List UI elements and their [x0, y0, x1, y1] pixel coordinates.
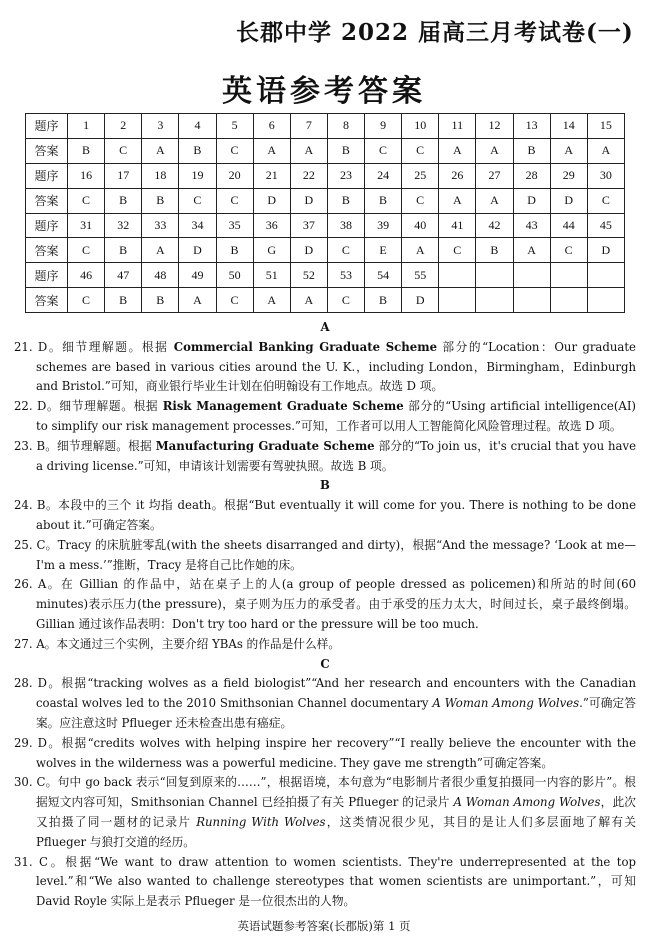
answer-cell: C — [68, 288, 105, 313]
question-number-cell: 35 — [216, 213, 253, 238]
bold-term: Commercial Banking Graduate Scheme — [173, 339, 437, 354]
explanation-item — [14, 437, 636, 477]
question-number-cell: 55 — [402, 263, 439, 288]
question-number-cell: 25 — [402, 163, 439, 188]
question-number-cell: 54 — [365, 263, 402, 288]
answer-cell: B — [216, 238, 253, 263]
row-label-number: 题序 — [26, 263, 68, 288]
answer-cell: B — [142, 288, 179, 313]
page-footer: 英语试题参考答案(长郡版)第 1 页 — [237, 919, 411, 933]
question-number-cell: 19 — [179, 163, 216, 188]
question-number-cell: 39 — [365, 213, 402, 238]
answer-cell: A — [587, 138, 624, 163]
answer-cell: C — [402, 188, 439, 213]
question-number-cell: 38 — [327, 213, 364, 238]
answer-cell: A — [476, 188, 513, 213]
answer-row — [26, 138, 625, 163]
question-number-cell: 4 — [179, 114, 216, 139]
question-number-cell: 6 — [253, 114, 290, 139]
question-number-cell: 50 — [216, 263, 253, 288]
row-label-answer: 答案 — [26, 138, 68, 163]
answer-cell: C — [439, 238, 476, 263]
question-number-cell: 21 — [253, 163, 290, 188]
answer-cell — [550, 288, 587, 313]
italic-title: Running With Wolves — [196, 814, 326, 829]
answer-row — [26, 288, 625, 313]
question-number-cell: 48 — [142, 263, 179, 288]
question-number-cell: 42 — [476, 213, 513, 238]
answer-cell: A — [179, 288, 216, 313]
answer-cell: C — [68, 238, 105, 263]
question-number-cell: 8 — [327, 114, 364, 139]
answer-cell: A — [253, 288, 290, 313]
answer-cell: D — [550, 188, 587, 213]
question-number-cell: 9 — [365, 114, 402, 139]
italic-title: A Woman Among Wolves — [432, 696, 580, 711]
question-number-cell: 28 — [513, 163, 550, 188]
question-number-cell: 45 — [587, 213, 624, 238]
explanation-item — [14, 674, 636, 733]
explanation-text: 26. A。在 Gillian 的作品中，站在桌子上的人(a group of people dressed as policemen)和所站的时间(60 minutes)表示压力(the pressure)，桌子则为压力的承受者。由于承受的压力太大，时间过长，桌子最终倒塌。Gillian 通过该作品表明：Don't try too hard or the pressure will be too much. — [14, 577, 636, 631]
answer-cell: B — [105, 238, 142, 263]
answer-cell: C — [179, 188, 216, 213]
page-title: 英语参考答案 — [222, 74, 426, 109]
answer-cell: A — [253, 138, 290, 163]
explanation-text: 31. C。根据“We want to draw attention to women scientists. They're underrepresented at the top level.”和“We also wanted to challenge stereotypes that women scientists are unimportant.”，可知 David Royle 实际上是表示 Pflueger 是一位很杰出的人物。 — [14, 854, 636, 909]
answer-row — [26, 238, 625, 263]
answer-cell: A — [476, 138, 513, 163]
answer-cell: B — [365, 288, 402, 313]
answer-cell: C — [68, 188, 105, 213]
question-number-cell: 1 — [68, 114, 105, 139]
question-number-cell — [550, 263, 587, 288]
question-number-cell: 31 — [68, 213, 105, 238]
section-letter: A — [320, 320, 330, 334]
explanation-item — [14, 734, 636, 774]
answer-cell: B — [179, 138, 216, 163]
explanation-text: 28. D。根据“tracking wolves as a field biologist”“And her research and encounters with the Canadian coastal wolves led to the 2010 Smithsonian Channel documentary — [14, 676, 636, 711]
explanation-item — [14, 496, 636, 536]
question-number-row — [26, 163, 625, 188]
answer-cell: B — [327, 188, 364, 213]
question-number-cell: 52 — [290, 263, 327, 288]
question-number-cell: 40 — [402, 213, 439, 238]
explanation-text: 部分的“Location：Our graduate schemes are based in various cities around the U. K.，including London，Birmingham，Edinburgh and Bristol.”可知，商业银行毕业生计划在伯明翰设有工作地点。故选 D 项。 — [36, 339, 636, 394]
row-label-answer: 答案 — [26, 288, 68, 313]
explanation-item — [14, 536, 636, 576]
answer-cell: A — [439, 188, 476, 213]
question-number-cell: 15 — [587, 114, 624, 139]
explanation-item — [14, 575, 636, 634]
question-number-cell: 41 — [439, 213, 476, 238]
explanation-text: 29. D。根据“credits wolves with helping inspire her recovery”“I really believe the encounter with the wolves in the wilderness was a powerful medicine. They gave me strength”可确定答案。 — [14, 735, 636, 770]
exam-header-title: 长郡中学 2022 届高三月考试卷(一) — [236, 19, 634, 46]
answer-cell: A — [402, 238, 439, 263]
row-label-number: 题序 — [26, 213, 68, 238]
question-number-cell: 16 — [68, 163, 105, 188]
explanation-text: 27. A。本文通过三个实例，主要介绍 YBAs 的作品是什么样。 — [14, 636, 341, 651]
answer-cell: G — [253, 238, 290, 263]
answer-cell: D — [402, 288, 439, 313]
answer-cell: C — [216, 138, 253, 163]
answer-cell — [587, 288, 624, 313]
answer-cell: C — [105, 138, 142, 163]
question-number-cell — [439, 263, 476, 288]
answer-cell: C — [327, 288, 364, 313]
answer-cell — [439, 288, 476, 313]
question-number-cell: 20 — [216, 163, 253, 188]
question-number-cell: 47 — [105, 263, 142, 288]
answer-cell: C — [402, 138, 439, 163]
question-number-cell: 32 — [105, 213, 142, 238]
bold-term: Manufacturing Graduate Scheme — [155, 438, 375, 453]
answer-cell: B — [513, 138, 550, 163]
question-number-cell: 7 — [290, 114, 327, 139]
question-number-row — [26, 114, 625, 139]
explanations — [14, 318, 636, 912]
answer-cell: B — [68, 138, 105, 163]
answer-cell: B — [105, 188, 142, 213]
explanation-text: ，此次又拍摄了同一题材的记录片 — [36, 795, 636, 829]
explanation-text: 21. D。细节理解题。根据 — [14, 339, 174, 354]
answer-cell: D — [253, 188, 290, 213]
answer-cell: D — [179, 238, 216, 263]
answer-cell: C — [550, 238, 587, 263]
question-number-cell: 30 — [587, 163, 624, 188]
row-label-number: 题序 — [26, 114, 68, 139]
answer-key-table — [25, 113, 625, 313]
question-number-cell: 37 — [290, 213, 327, 238]
question-number-cell: 53 — [327, 263, 364, 288]
answer-cell: A — [290, 138, 327, 163]
explanation-text: .”可确定答案。应注意这时 Pflueger 还未检查出患有癌症。 — [36, 696, 636, 730]
question-number-cell: 44 — [550, 213, 587, 238]
question-number-cell: 51 — [253, 263, 290, 288]
answer-cell: C — [216, 188, 253, 213]
section-letter: C — [320, 656, 330, 671]
row-label-answer: 答案 — [26, 238, 68, 263]
question-number-cell — [587, 263, 624, 288]
explanation-item — [14, 397, 636, 437]
question-number-cell: 17 — [105, 163, 142, 188]
answer-cell: B — [365, 188, 402, 213]
question-number-cell: 43 — [513, 213, 550, 238]
answer-cell: B — [327, 138, 364, 163]
answer-cell — [476, 288, 513, 313]
question-number-cell: 34 — [179, 213, 216, 238]
answer-cell: D — [513, 188, 550, 213]
answer-cell: C — [365, 138, 402, 163]
answer-cell: B — [476, 238, 513, 263]
question-number-cell: 3 — [142, 114, 179, 139]
explanation-item — [14, 773, 636, 852]
answer-row — [26, 188, 625, 213]
answer-cell: E — [365, 238, 402, 263]
answer-cell: C — [587, 188, 624, 213]
question-number-cell: 18 — [142, 163, 179, 188]
explanation-text: ，这类情况很少见，其目的是让人们多层面地了解有关 Pflueger 与狼打交道的经历。 — [36, 814, 636, 849]
question-number-cell: 33 — [142, 213, 179, 238]
question-number-row — [26, 213, 625, 238]
question-number-cell: 49 — [179, 263, 216, 288]
question-number-cell: 23 — [327, 163, 364, 188]
question-number-cell: 22 — [290, 163, 327, 188]
question-number-cell: 2 — [105, 114, 142, 139]
question-number-cell: 46 — [68, 263, 105, 288]
explanation-text: 23. B。细节理解题。根据 — [14, 438, 156, 453]
explanation-text: 部分的“Using artificial intelligence(AI) to simplify our risk management processes.”可知，工作者可以用人工智能简化风险管理过程。故选 D 项。 — [36, 399, 636, 433]
question-number-cell: 13 — [513, 114, 550, 139]
answer-cell — [513, 288, 550, 313]
question-number-row — [26, 263, 625, 288]
answer-cell: A — [290, 288, 327, 313]
explanation-item — [14, 635, 636, 655]
answer-cell: A — [142, 138, 179, 163]
answer-cell: D — [290, 188, 327, 213]
bold-term: Risk Management Graduate Scheme — [162, 399, 404, 414]
explanation-text: 30. C。句中 go back 表示“回复到原来的……”，根据语境，本句意为“电影制片者很少重复拍摄同一内容的影片”。根据短文内容可知，Smithsonian Channel 已经拍摄了有关 Pflueger 的记录片 — [14, 775, 636, 810]
answer-cell: A — [439, 138, 476, 163]
question-number-cell: 11 — [439, 114, 476, 139]
question-number-cell — [513, 263, 550, 288]
explanation-text: 22. D。细节理解题。根据 — [14, 399, 163, 414]
answer-cell: C — [327, 238, 364, 263]
row-label-number: 题序 — [26, 163, 68, 188]
explanation-text: 24. B。本段中的三个 it 均指 death。根据“But eventually it will come for you. There is nothing to be done about it.”可确定答案。 — [14, 498, 636, 532]
section-letter: B — [320, 478, 330, 493]
question-number-cell: 29 — [550, 163, 587, 188]
answer-cell: D — [290, 238, 327, 263]
explanation-item — [14, 853, 636, 912]
question-number-cell: 12 — [476, 114, 513, 139]
explanation-text: 25. C。Tracy 的床肮脏零乱(with the sheets disarranged and dirty)，根据“And the message? ‘Look at me—I'm a mess.’”推断，Tracy 是将自己比作她的床。 — [14, 537, 636, 572]
answer-cell: B — [105, 288, 142, 313]
answer-cell: A — [142, 238, 179, 263]
answer-cell: C — [216, 288, 253, 313]
question-number-cell: 14 — [550, 114, 587, 139]
question-number-cell: 26 — [439, 163, 476, 188]
row-label-answer: 答案 — [26, 188, 68, 213]
explanation-text: 部分的“To join us，it's crucial that you have a driving license.”可知，申请该计划需要有驾驶执照。故选 B 项。 — [36, 438, 636, 473]
answer-cell: D — [587, 238, 624, 263]
italic-title: A Woman Among Wolves — [453, 795, 601, 810]
question-number-cell: 24 — [365, 163, 402, 188]
question-number-cell — [476, 263, 513, 288]
answer-cell: A — [550, 138, 587, 163]
question-number-cell: 5 — [216, 114, 253, 139]
question-number-cell: 27 — [476, 163, 513, 188]
question-number-cell: 10 — [402, 114, 439, 139]
question-number-cell: 36 — [253, 213, 290, 238]
answer-cell: A — [513, 238, 550, 263]
explanation-item — [14, 338, 636, 397]
answer-cell: B — [142, 188, 179, 213]
